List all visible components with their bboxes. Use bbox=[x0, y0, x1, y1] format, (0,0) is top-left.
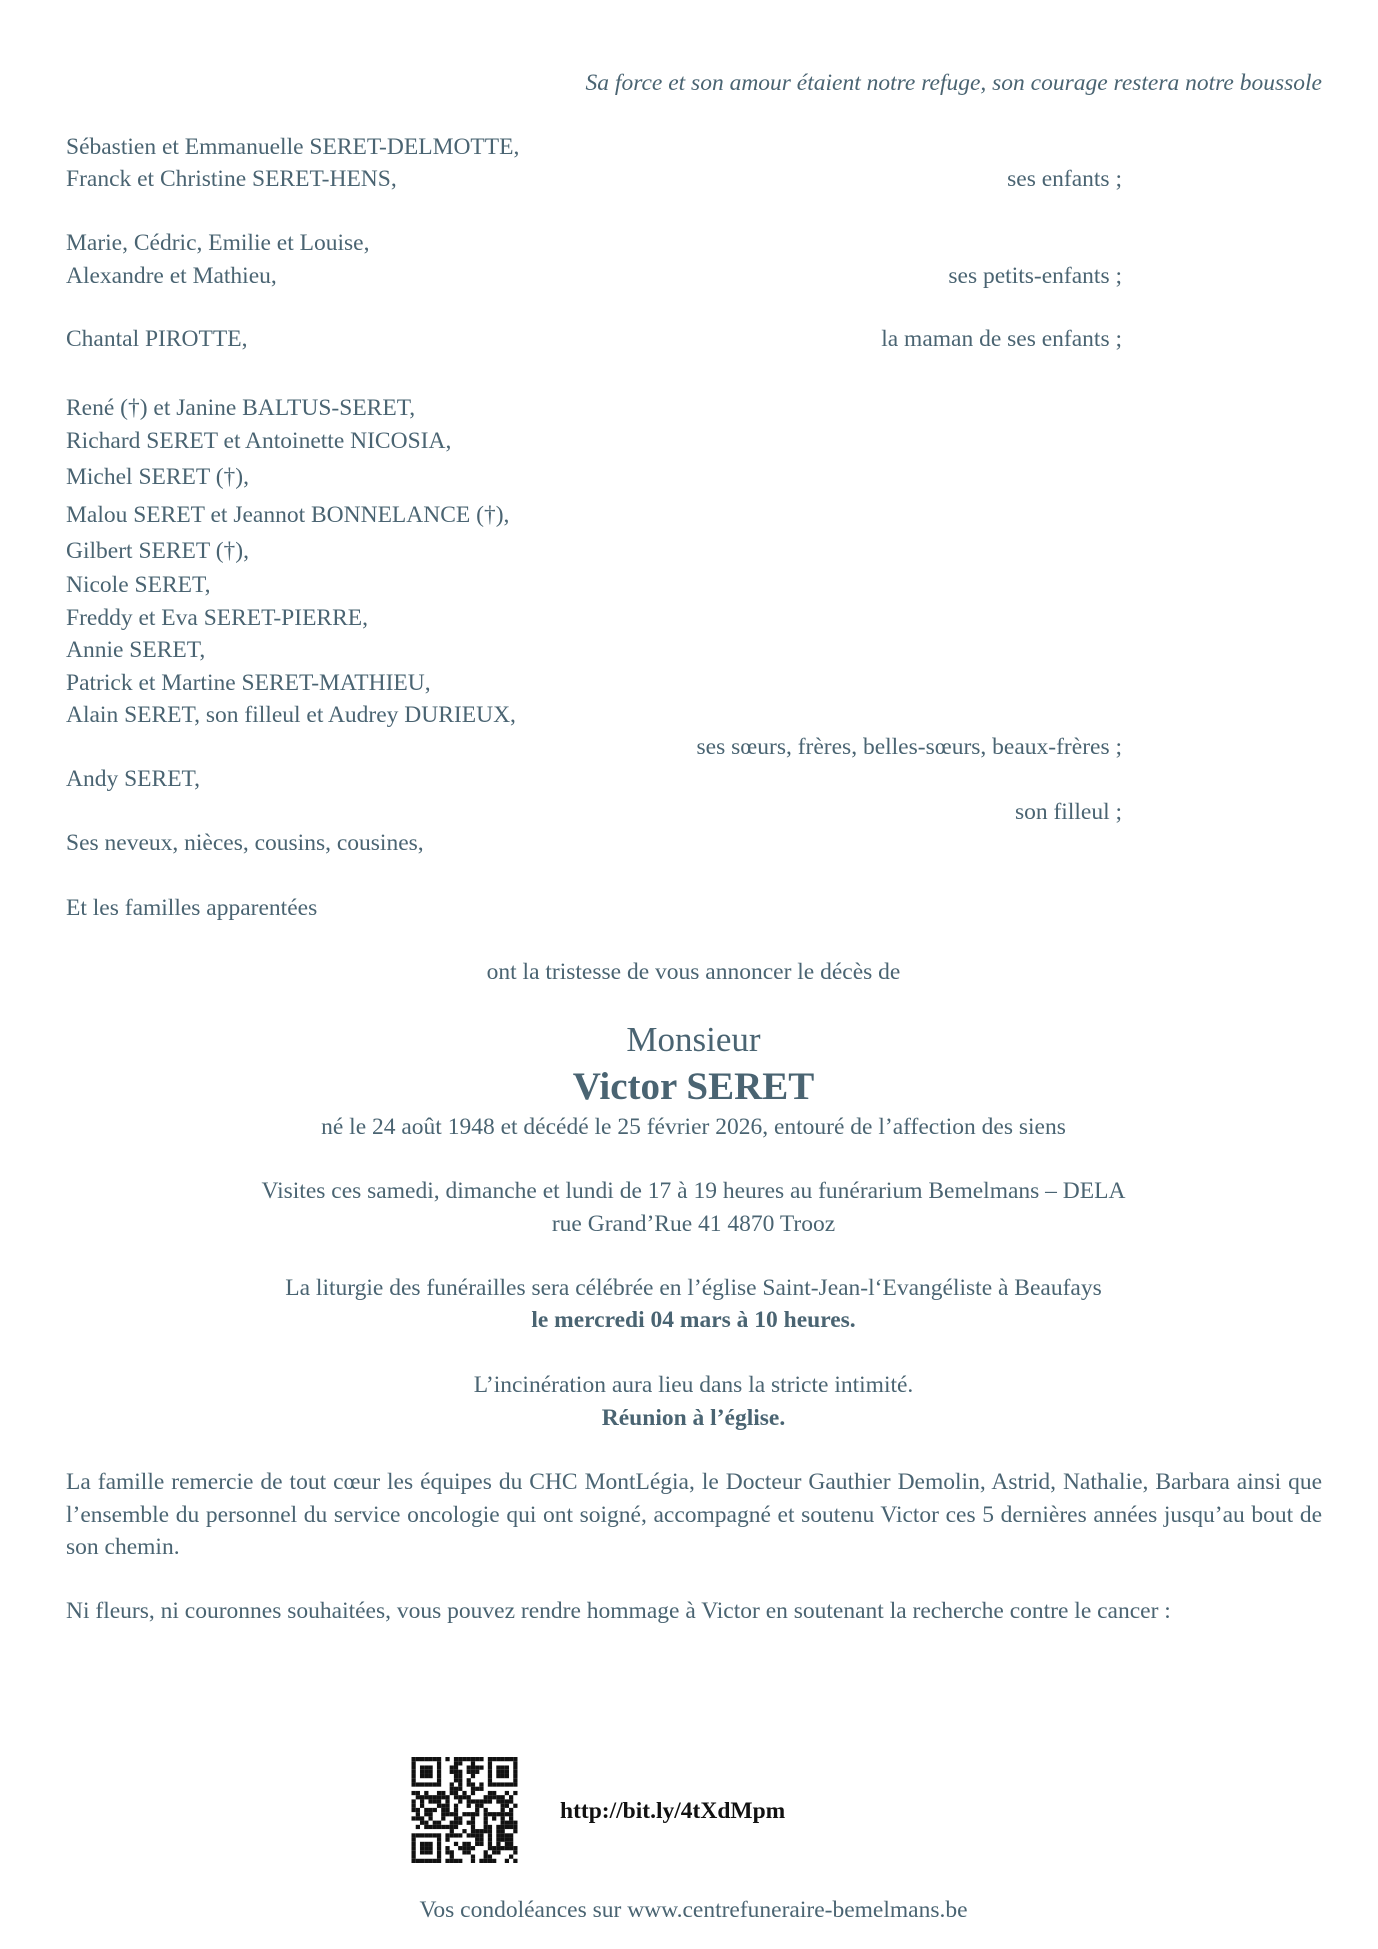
family-line: Gilbert SERET (†), bbox=[66, 538, 249, 564]
family-line: Patrick et Martine SERET-MATHIEU, bbox=[66, 670, 431, 696]
family-line: Andy SERET, bbox=[66, 766, 201, 792]
family-line: Chantal PIROTTE, bbox=[66, 326, 248, 352]
family-line: Marie, Cédric, Emilie et Louise, bbox=[66, 230, 370, 256]
thanks-paragraph: La famille remercie de tout cœur les équipes du CHC MontLégia, le Docteur Gauthier Demolin, Astrid, Nathalie, Barbara ainsi que l’ensemble du personnel du service oncologie qui ont soigné, accompagné et soutenu Victor ces 5 dernières années jusqu’au bout de son chemin. bbox=[66, 1469, 1322, 1560]
family-role: ses sœurs, frères, belles-sœurs, beaux-frères ; bbox=[696, 734, 1122, 760]
deceased-title: Monsieur bbox=[626, 1020, 761, 1059]
family-line: Sébastien et Emmanuelle SERET-DELMOTTE, bbox=[66, 134, 520, 160]
flowers-paragraph: Ni fleurs, ni couronnes souhaitées, vous pouvez rendre hommage à Victor en soutenant la recherche contre le cancer : bbox=[66, 1598, 1171, 1624]
condolences-link[interactable]: Vos condoléances sur www.centrefuneraire-bemelmans.be bbox=[419, 1897, 968, 1923]
family-line: Alain SERET, son filleul et Audrey DURIEUX, bbox=[66, 702, 516, 728]
liturgy-date: le mercredi 04 mars à 10 heures. bbox=[531, 1307, 856, 1333]
family-line: Ses neveux, nièces, cousins, cousines, bbox=[66, 830, 424, 856]
family-role: la maman de ses enfants ; bbox=[881, 326, 1122, 352]
family-line: Malou SERET et Jeannot BONNELANCE (†), bbox=[66, 502, 510, 528]
family-line: Et les familles apparentées bbox=[66, 895, 318, 921]
family-line: Freddy et Eva SERET-PIERRE, bbox=[66, 605, 369, 631]
family-role: son filleul ; bbox=[1014, 799, 1122, 825]
family-line: Franck et Christine SERET-HENS, bbox=[66, 166, 397, 192]
liturgy-info: La liturgie des funérailles sera célébrée en l’église Saint-Jean-l‘Evangéliste à Beaufays bbox=[285, 1275, 1102, 1301]
family-line: Alexandre et Mathieu, bbox=[66, 263, 277, 289]
family-line: René (†) et Janine BALTUS-SERET, bbox=[66, 395, 416, 421]
quote: Sa force et son amour étaient notre refuge, son courage restera notre boussole bbox=[585, 70, 1322, 96]
donation-link[interactable]: http://bit.ly/4tXdMpm bbox=[560, 1798, 786, 1824]
visits-info: Visites ces samedi, dimanche et lundi de 17 à 19 heures au funérarium Bemelmans – DELA bbox=[261, 1178, 1126, 1204]
family-line: Annie SERET, bbox=[66, 637, 206, 663]
deceased-name: Victor SERET bbox=[572, 1065, 815, 1108]
family-line: Michel SERET (†), bbox=[66, 464, 249, 490]
meeting-info: Réunion à l’église. bbox=[601, 1405, 786, 1431]
family-role: ses petits-enfants ; bbox=[948, 263, 1122, 289]
family-line: Nicole SERET, bbox=[66, 572, 211, 598]
cremation-info: L’incinération aura lieu dans la stricte intimité. bbox=[473, 1372, 914, 1398]
announcement: ont la tristesse de vous annoncer le décès de bbox=[486, 959, 901, 985]
family-role: ses enfants ; bbox=[1007, 166, 1122, 192]
visits-address: rue Grand’Rue 41 4870 Trooz bbox=[551, 1211, 836, 1237]
family-line: Richard SERET et Antoinette NICOSIA, bbox=[66, 428, 452, 454]
qr-code-icon[interactable] bbox=[411, 1757, 518, 1863]
life-dates: né le 24 août 1948 et décédé le 25 février 2026, entouré de l’affection des siens bbox=[321, 1114, 1066, 1140]
